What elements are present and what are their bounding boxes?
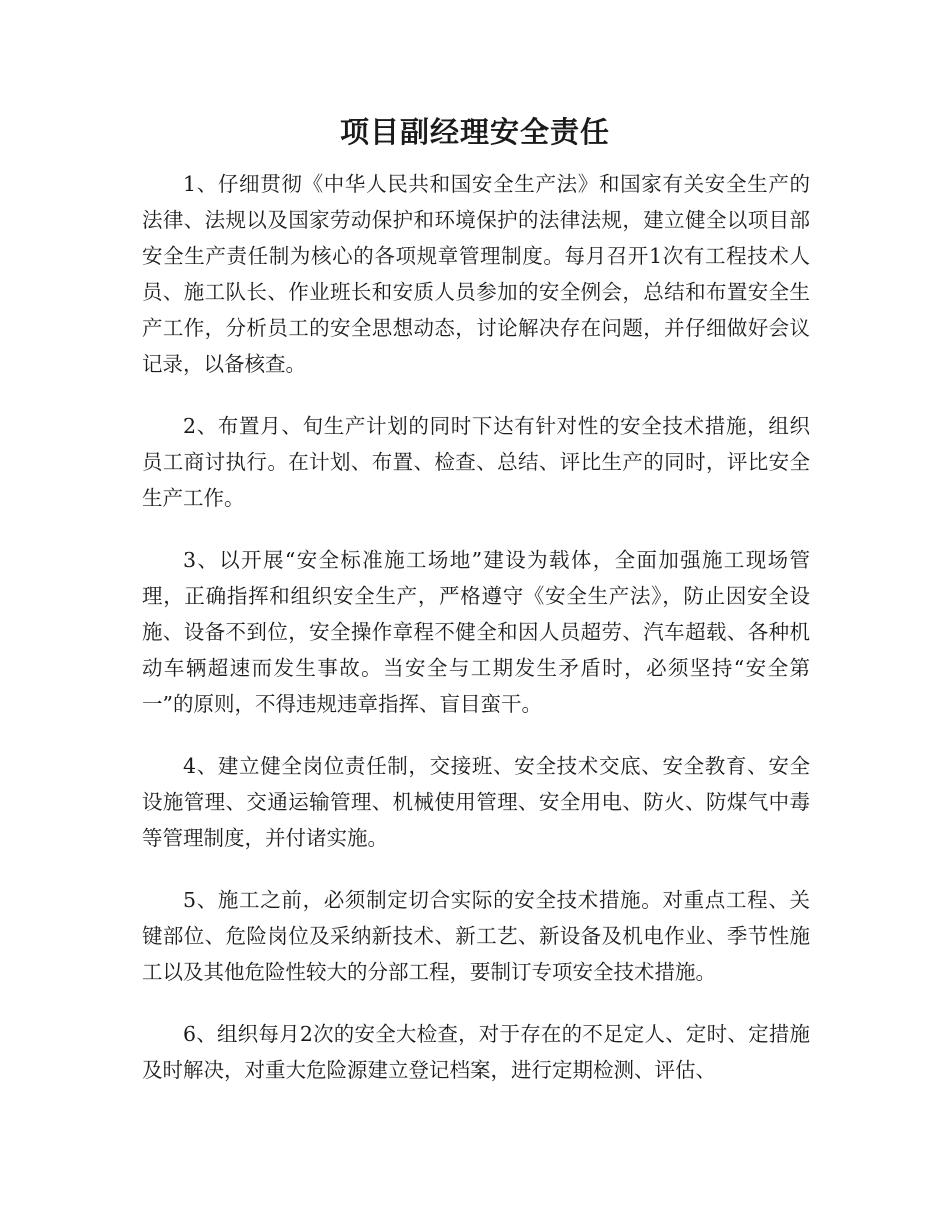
paragraph-1: 1、仔细贯彻《中华人民共和国安全生产法》和国家有关安全生产的法律、法规以及国家劳动保护和环境保护的法律法规，建立健全以项目部安全生产责任制为核心的各项规章管理制度。每月召开1次有工程技术人员、施工队长、作业班长和安质人员参加的安全例会，总结和布置安全生产工作，分析员工的安全思想动态，讨论解决存在问题，并仔细做好会议记录，以备核查。	[142, 172, 810, 376]
paragraph-4: 4、建立健全岗位责任制，交接班、安全技术交底、安全教育、安全设施管理、交通运输管理、机械使用管理、安全用电、防火、防煤气中毒等管理制度，并付诸实施。	[142, 754, 810, 850]
document-title: 项目副经理安全责任	[339, 115, 610, 149]
paragraph-2: 2、布置月、旬生产计划的同时下达有针对性的安全技术措施，组织员工商讨执行。在计划、布置、检查、总结、评比生产的同时，评比安全生产工作。	[142, 414, 810, 510]
paragraph-3: 3、以开展“安全标准施工场地”建设为载体，全面加强施工现场管理，正确指挥和组织安全生产，严格遵守《安全生产法》，防止因安全设施、设备不到位，安全操作章程不健全和因人员超劳、汽车超载、各种机动车辆超速而发生事故。当安全与工期发生矛盾时，必须坚持“安全第一”的原则，不得违规违章指挥、盲目蛮干。	[142, 548, 810, 716]
document-body	[142, 166, 810, 1114]
paragraph-5: 5、施工之前，必须制定切合实际的安全技术措施。对重点工程、关键部位、危险岗位及采纳新技术、新工艺、新设备及机电作业、季节性施工以及其他危险性较大的分部工程，要制订专项安全技术措施。	[142, 888, 810, 984]
paragraph-6: 6、组织每月2次的安全大检查，对于存在的不足定人、定时、定措施及时解决，对重大危险源建立登记档案，进行定期检测、评估、	[142, 1022, 810, 1082]
